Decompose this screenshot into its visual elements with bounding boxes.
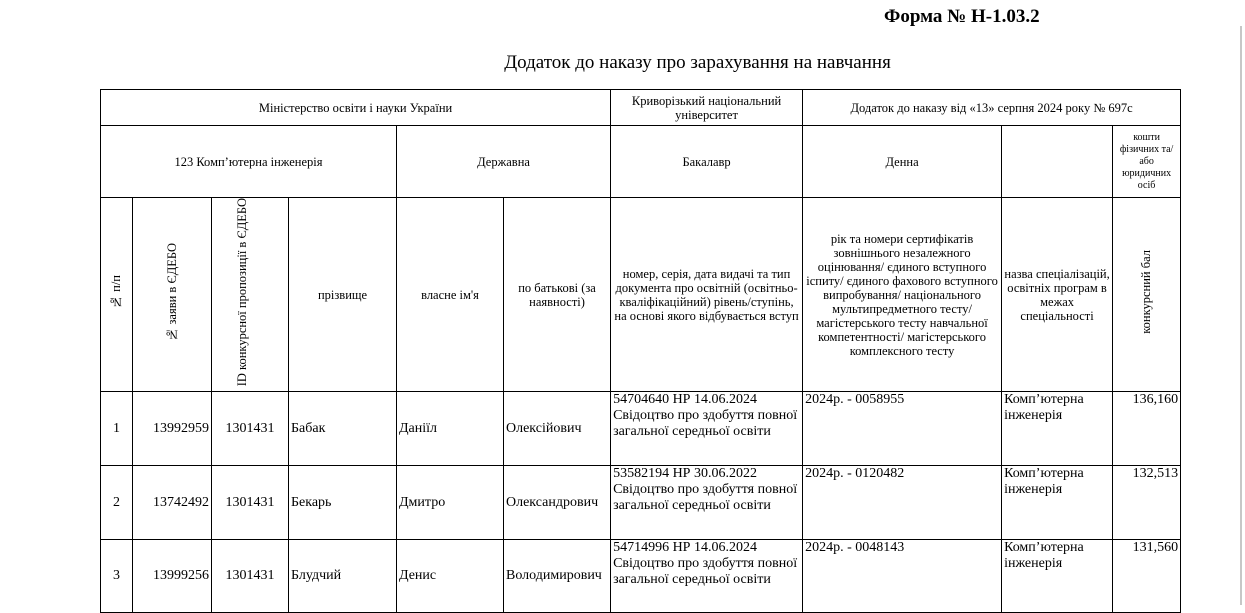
university-cell: Криворізький національний університет [611,90,803,126]
col-patronymic-header: по батькові (за наявності) [504,198,611,392]
funding-cell: Державна [397,126,611,198]
row-score: 132,513 [1113,466,1181,540]
table-row [101,466,1181,540]
column-header-row [101,198,1181,392]
row-patronymic: Олексійович [504,392,611,466]
row-num: 1 [101,392,133,466]
row-patronymic: Олександрович [504,466,611,540]
row-offer-id: 1301431 [212,466,289,540]
degree-cell: Бакалавр [611,126,803,198]
row-document: 54714996 НР 14.06.2024 Свідоцтво про здобуття повної загальної середньої освіти [611,540,803,613]
form-number: Форма № Н-1.03.2 [884,6,1040,27]
enrollment-table [100,89,1181,613]
row-app-id: 13999256 [133,540,212,613]
col-score-header: конкурсний бал [1113,198,1181,392]
order-cell: Додаток до наказу від «13» серпня 2024 року № 697с [803,90,1181,126]
table-row [101,540,1181,613]
col-num-header: № п/п [101,198,133,392]
page-title: Додаток до наказу про зарахування на навчання [504,52,891,73]
col-app-id-header: № заяви в ЄДЕБО [133,198,212,392]
col-surname-header: прізвище [289,198,397,392]
paid-by-cell: кошти фізичних та/або юридичних осіб [1113,126,1181,198]
row-offer-id: 1301431 [212,540,289,613]
header-row-2 [101,126,1181,198]
table-row [101,392,1181,466]
row-app-id: 13742492 [133,466,212,540]
row-name: Денис [397,540,504,613]
row-document: 53582194 НР 30.06.2022 Свідоцтво про здобуття повної загальної середньої освіти [611,466,803,540]
col-name-header: власне ім'я [397,198,504,392]
specialty-cell: 123 Комп’ютерна інженерія [101,126,397,198]
row-offer-id: 1301431 [212,392,289,466]
row-num: 2 [101,466,133,540]
col-certificate-header: рік та номери сертифікатів зовнішнього незалежного оцінювання/ єдиного вступного іспиту/ єдиного фахового вступного випробування/ національного мультипредметного тесту/ магістерського тесту навчальної компетентності/ магістерського комплексного тесту [803,198,1002,392]
col-specialization-header: назва спеціалізацій, освітніх програм в межах спеціальності [1002,198,1113,392]
row-document: 54704640 НР 14.06.2024 Свідоцтво про здобуття повної загальної середньої освіти [611,392,803,466]
col-offer-id-header: ID конкурсної пропозиції в ЄДЕБО [212,198,289,392]
row-certificate: 2024р. - 0120482 [803,466,1002,540]
row-surname: Бекарь [289,466,397,540]
study-form-cell: Денна [803,126,1002,198]
row-name: Дмитро [397,466,504,540]
row-app-id: 13992959 [133,392,212,466]
row-specialization: Комп’ютерна інженерія [1002,392,1113,466]
row-num: 3 [101,540,133,613]
ministry-cell: Міністерство освіти і науки України [101,90,611,126]
row-certificate: 2024р. - 0048143 [803,540,1002,613]
row-specialization: Комп’ютерна інженерія [1002,540,1113,613]
row-surname: Бабак [289,392,397,466]
row-score: 131,560 [1113,540,1181,613]
page-edge-scrollbar [1240,26,1242,605]
row-specialization: Комп’ютерна інженерія [1002,466,1113,540]
row-name: Даніїл [397,392,504,466]
row-score: 136,160 [1113,392,1181,466]
empty-cell [1002,126,1113,198]
col-document-header: номер, серія, дата видачі та тип документа про освітній (освітньо-кваліфікаційний) рівень/ступінь, на основі якого відбувається вступ [611,198,803,392]
row-surname: Блудчий [289,540,397,613]
header-row-1 [101,90,1181,126]
row-certificate: 2024р. - 0058955 [803,392,1002,466]
row-patronymic: Володимирович [504,540,611,613]
